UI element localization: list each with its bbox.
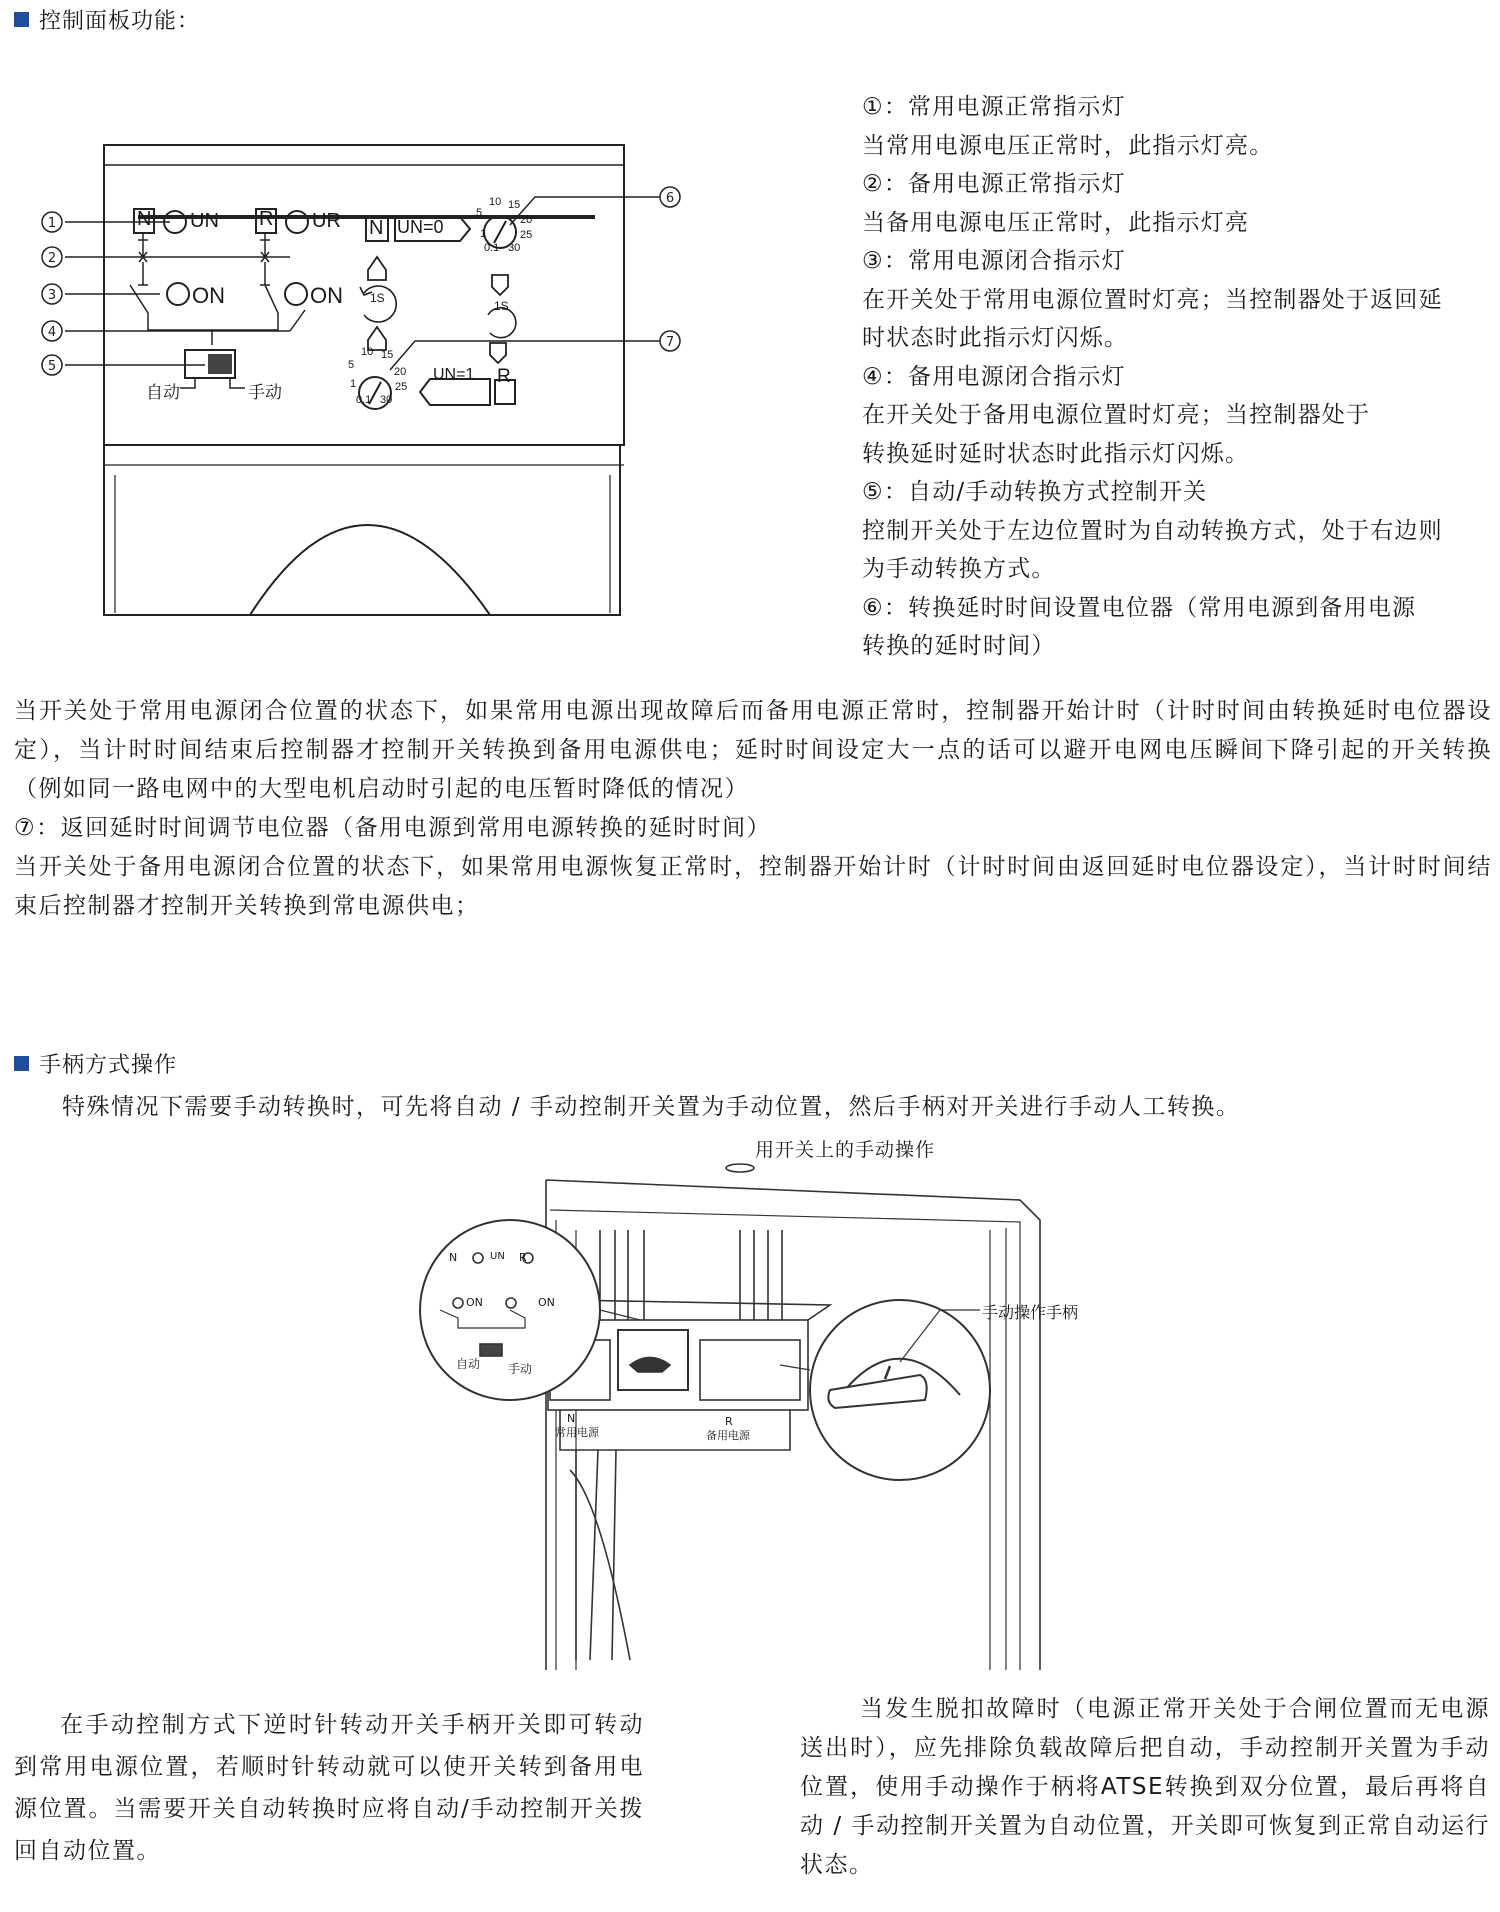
legend-line: 当备用电源电压正常时，此指示灯亮: [862, 209, 1250, 236]
heading-square-icon: [14, 1056, 29, 1071]
dial6-tick: 0.1: [484, 242, 500, 254]
inset-auto-label: 自动: [456, 1357, 481, 1371]
on-label-standby: ON: [310, 283, 343, 308]
bottom-left-text: 在手动控制方式下逆时针转动开关手柄开关即可转动到常用电源位置，若顺时针转动就可以使开关转到备用电源位置。当需要开关自动转换时应将自动/手动控制开关拨回自动位置。: [14, 1712, 644, 1864]
bottom-right-paragraph: [800, 1690, 1490, 1885]
dial7-tick: 15: [381, 349, 394, 361]
svg-text:5: 5: [47, 359, 57, 374]
manual-operation-label: 用开关上的手动操作: [755, 1139, 936, 1161]
dial7-tick: 0.1: [356, 394, 372, 406]
return-delay-paragraph: 当开关处于备用电源闭合位置的状态下，如果常用电源恢复正常时，控制器开始计时（计时时间由返回延时电位器设定），当计时时间结束后控制器才控制开关转换到常电源供电；: [14, 854, 1492, 919]
legend-line: ②：备用电源正常指示灯: [862, 171, 1126, 197]
r-center-label: R: [497, 366, 511, 387]
inset-on-label-2: ON: [538, 1296, 555, 1309]
legend-line: ⑥：转换延时时间设置电位器（常用电源到备用电源: [862, 594, 1417, 621]
manual-label: 手动: [248, 383, 282, 402]
svg-text:6: 6: [665, 191, 675, 206]
svg-text:1: 1: [47, 216, 57, 231]
dial7-tick: 1: [350, 378, 357, 390]
legend-list: [862, 88, 1492, 666]
n-center-label: N: [369, 217, 384, 239]
inset-n-label: N: [449, 1251, 458, 1264]
transfer-delay-paragraph: 当开关处于常用电源闭合位置的状态下，如果常用电源出现故障后而备用电源正常时，控制器开始计时（计时时间由转换延时电位器设定），当计时时间结束后控制器才控制开关转换到备用电源供电；延时时间设定大一点的话可以避开电网电压瞬间下降引起的开关转换（例如同一路电网中的大型电机启动时引起的电压暂时降低的情况）: [14, 698, 1492, 802]
dial6-tick: 30: [508, 242, 521, 254]
section-heading-handle-operation: [14, 1048, 177, 1079]
legend-line: ④：备用电源闭合指示灯: [862, 363, 1126, 390]
legend-line: 在开关处于备用电源位置时灯亮；当控制器处于: [862, 402, 1371, 428]
legend-line: 转换的延时时间）: [862, 633, 1056, 659]
legend-line: 为手动转换方式。: [862, 556, 1056, 582]
dial6-tick: 1: [480, 228, 487, 240]
legend-line: 当常用电源电压正常时，此指示灯亮。: [862, 132, 1274, 159]
handle-intro: 特殊情况下需要手动转换时，可先将自动 / 手动控制开关置为手动位置，然后手柄对开关进行手动人工转换。: [62, 1094, 1241, 1120]
legend-line: 转换延时延时状态时此指示灯闪烁。: [862, 440, 1250, 467]
ur-label: UR: [312, 210, 341, 232]
atse-illustration: [400, 1140, 1160, 1680]
inset-on-label-1: ON: [466, 1296, 483, 1309]
svg-text:4: 4: [47, 325, 57, 340]
item7-title: ⑦：返回延时时间调节电位器（备用电源到常用电源转换的延时时间）: [14, 815, 772, 841]
legend-line: ①：常用电源正常指示灯: [862, 94, 1126, 120]
dial6-tick: 20: [520, 214, 533, 226]
dial6-tick: 25: [520, 229, 533, 241]
dial7-tick: 10: [361, 346, 374, 358]
dial6-tick: 5: [476, 207, 483, 219]
legend-line: ⑤：自动/手动转换方式控制开关: [862, 479, 1208, 505]
dial7-tick: 5: [348, 359, 355, 371]
legend-line: 在开关处于常用电源位置时灯亮；当控制器处于返回延: [862, 286, 1443, 313]
dial6-tick: 15: [508, 199, 521, 211]
dial7-tick: 25: [395, 381, 408, 393]
n-box-label: N: [137, 208, 152, 230]
on-label-normal: ON: [192, 283, 225, 308]
un0-label: UN=0: [397, 217, 444, 237]
r-box-label: R: [259, 208, 274, 230]
un-label: UN: [190, 210, 219, 232]
section-title: 控制面板功能：: [39, 9, 201, 34]
inset-manual-label: 手动: [508, 1362, 533, 1376]
svg-text:2: 2: [47, 251, 57, 266]
svg-text:7: 7: [665, 335, 675, 350]
n-source-name: 常用电源: [555, 1426, 599, 1439]
n-source-label: N: [567, 1412, 576, 1425]
legend-line: 时状态时此指示灯闪烁。: [862, 325, 1129, 351]
dial7-tick: 30: [380, 394, 393, 406]
auto-label: 自动: [146, 383, 180, 402]
un1-label: UN=1: [433, 366, 475, 383]
section-title: 手柄方式操作: [39, 1053, 178, 1078]
inset-r-label: R: [519, 1251, 527, 1264]
r-source-name: 备用电源: [706, 1429, 750, 1442]
svg-text:3: 3: [47, 288, 57, 303]
one-second-label-left: 1S: [370, 291, 385, 305]
legend-line: 控制开关处于左边位置时为自动转换方式，处于右边则: [862, 517, 1443, 544]
legend-line: ③：常用电源闭合指示灯: [862, 248, 1126, 274]
dial7-tick: 20: [394, 366, 407, 378]
inset-un-label: UN: [490, 1251, 505, 1262]
bottom-left-paragraph: [14, 1704, 644, 1872]
r-source-label: R: [725, 1415, 733, 1428]
dial6-tick: 10: [489, 196, 502, 208]
bottom-right-text: 当发生脱扣故障时（电源正常开关处于合闸位置而无电源送出时），应先排除负载故障后把自动，手动控制开关置为手动位置，使用手动操作于柄将ATSE转换到双分位置，最后再将自动 / 手动控制开关置为自动位置，开关即可恢复到正常自动运行状态。: [800, 1696, 1490, 1878]
one-second-label-right: 1S: [494, 299, 509, 313]
handle-label: 手动操作手柄: [982, 1303, 1079, 1322]
